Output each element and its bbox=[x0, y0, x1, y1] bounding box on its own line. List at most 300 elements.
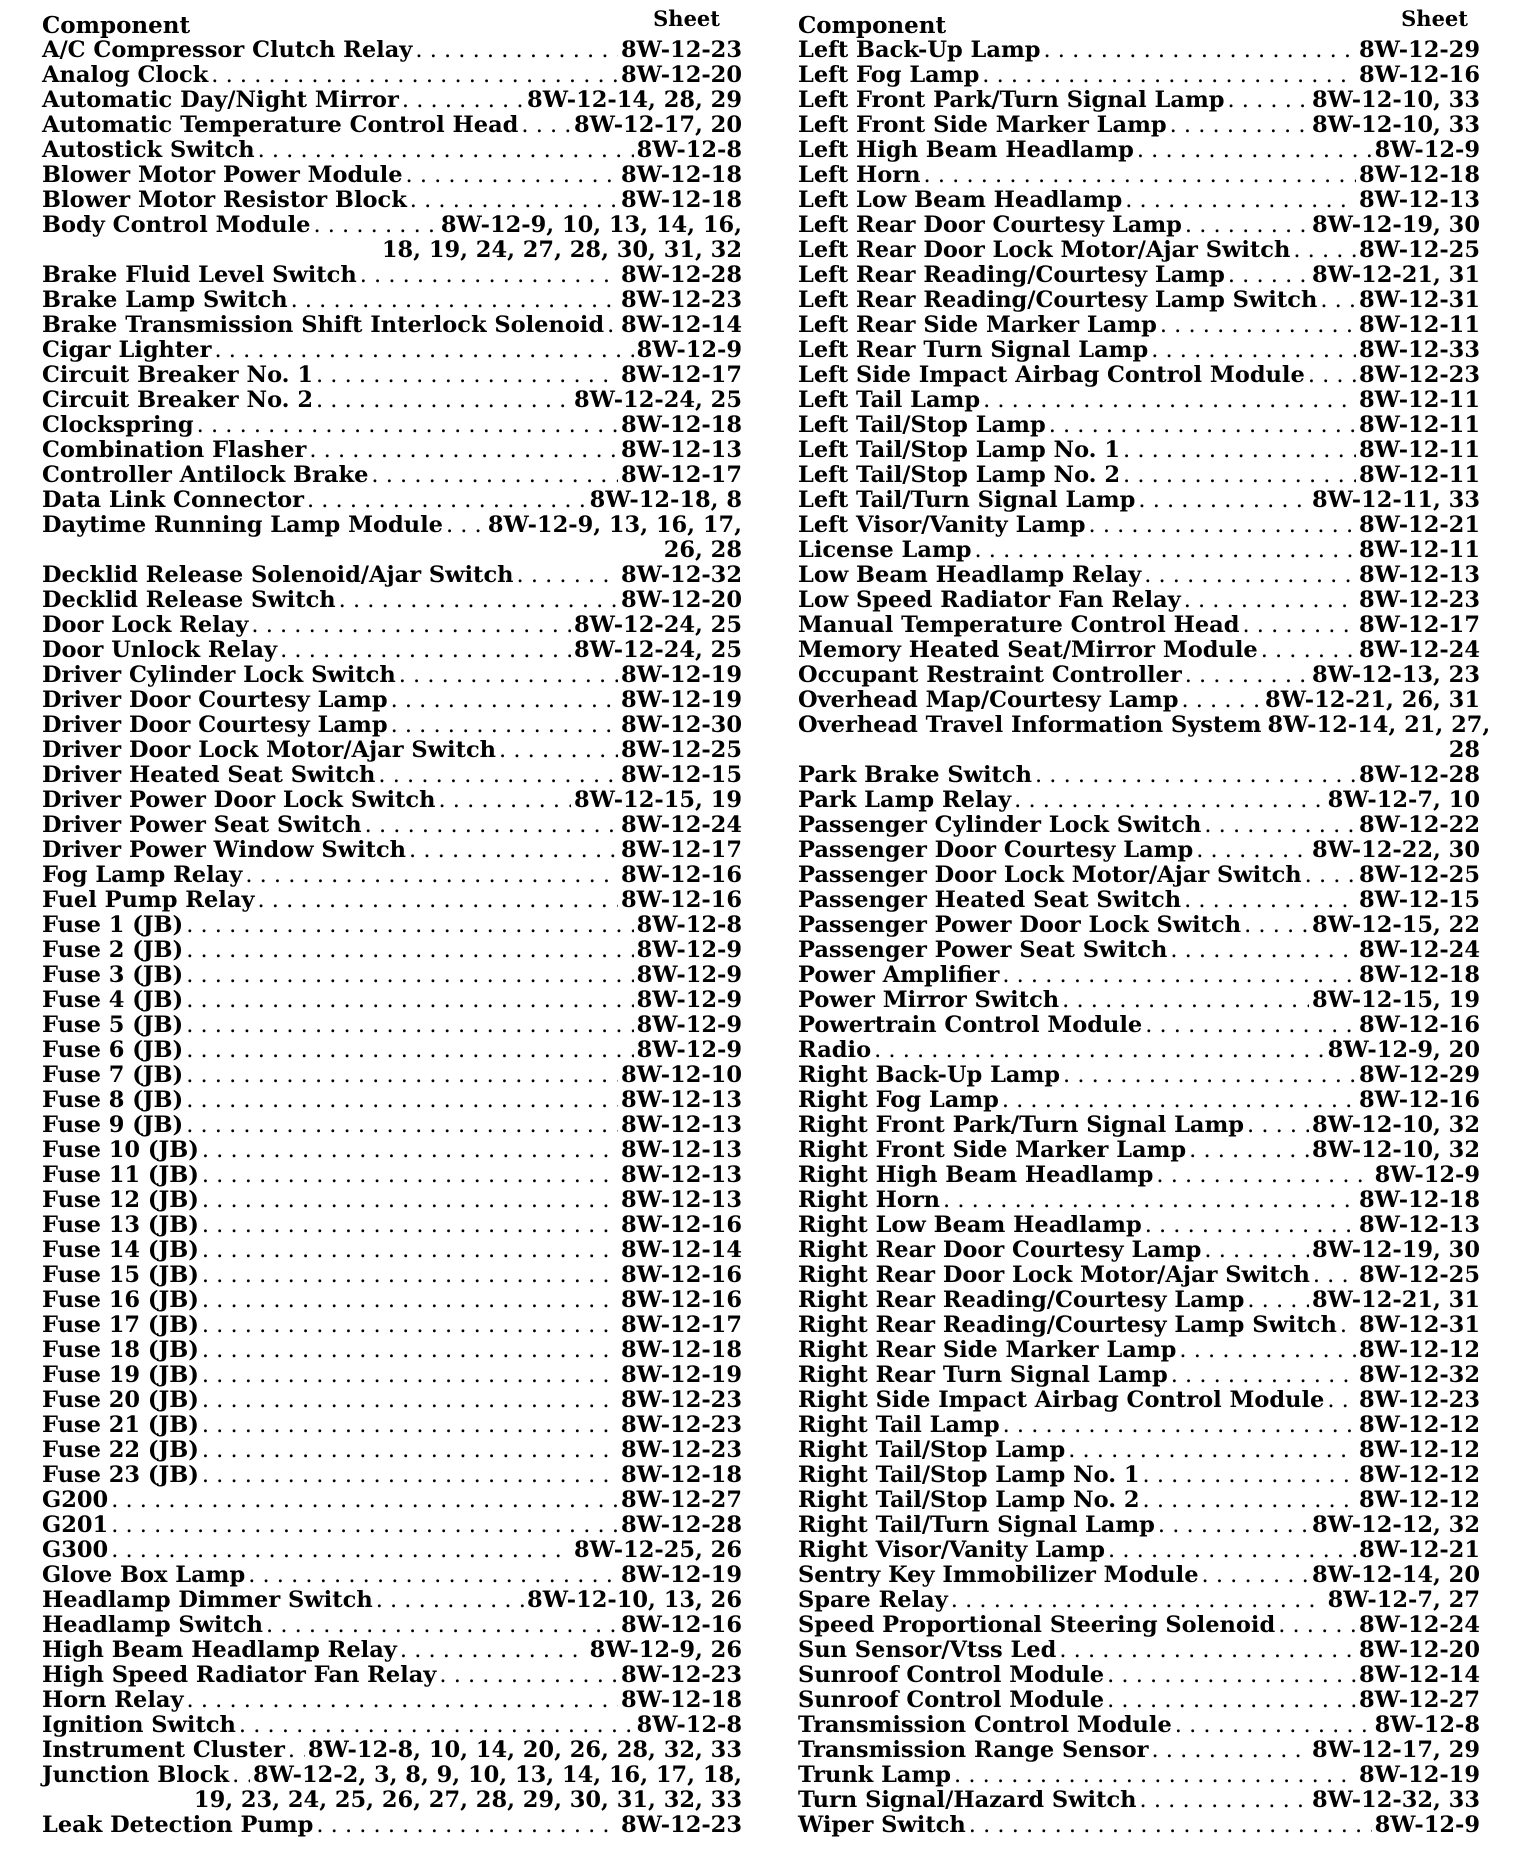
component-row bbox=[798, 1038, 1480, 1063]
dot-leader bbox=[1293, 238, 1356, 263]
dot-leader bbox=[1242, 613, 1356, 638]
component-row bbox=[798, 513, 1480, 538]
component-name: Automatic Temperature Control Head bbox=[42, 112, 519, 138]
component-row bbox=[798, 313, 1480, 338]
component-name: Fuse 10 (JB) bbox=[42, 1137, 199, 1163]
dot-leader bbox=[1043, 38, 1356, 63]
sheet-reference: 8W-12-25, 26 bbox=[574, 1537, 742, 1563]
dot-leader bbox=[521, 113, 571, 138]
dot-leader bbox=[409, 838, 618, 863]
dot-leader bbox=[1305, 863, 1356, 888]
dot-leader bbox=[291, 288, 618, 313]
component-name: Passenger Door Lock Motor/Ajar Switch bbox=[798, 862, 1302, 888]
dot-leader bbox=[1123, 463, 1356, 488]
sheet-reference: 8W-12-31 bbox=[1359, 1312, 1480, 1338]
sheet-reference: 8W-12-23 bbox=[621, 1387, 742, 1413]
component-row bbox=[42, 763, 742, 788]
component-row bbox=[42, 938, 742, 963]
sheet-reference: 8W-12-14, 20 bbox=[1312, 1562, 1480, 1588]
component-row bbox=[798, 1788, 1480, 1813]
component-name: Circuit Breaker No. 2 bbox=[42, 387, 313, 413]
sheet-reference: 8W-12-18 bbox=[1359, 1187, 1480, 1213]
component-name: Right Rear Door Lock Motor/Ajar Switch bbox=[798, 1262, 1310, 1288]
dot-leader bbox=[186, 963, 633, 988]
component-row bbox=[42, 313, 742, 338]
sheet-reference: 8W-12-11 bbox=[1359, 437, 1480, 463]
sheet-reference: 8W-12-21 bbox=[1359, 512, 1480, 538]
component-row bbox=[798, 363, 1480, 388]
sheet-reference: 8W-12-17 bbox=[621, 1312, 742, 1338]
dot-leader bbox=[1327, 1388, 1356, 1413]
dot-leader bbox=[1160, 313, 1356, 338]
dot-leader bbox=[280, 638, 571, 663]
component-name: Junction Block bbox=[42, 1762, 230, 1788]
component-name: Fuse 9 (JB) bbox=[42, 1112, 184, 1138]
component-row bbox=[42, 713, 742, 738]
component-name: Turn Signal/Hazard Switch bbox=[798, 1787, 1137, 1813]
component-row bbox=[798, 963, 1480, 988]
dot-leader bbox=[339, 588, 618, 613]
component-name: Sunroof Control Module bbox=[798, 1687, 1105, 1713]
right-column bbox=[798, 6, 1491, 1838]
component-row bbox=[42, 488, 742, 513]
component-name: Blower Motor Resistor Block bbox=[42, 187, 407, 213]
component-row bbox=[42, 363, 742, 388]
dot-leader bbox=[211, 63, 618, 88]
dot-leader bbox=[975, 538, 1357, 563]
component-row bbox=[42, 913, 742, 938]
dot-leader bbox=[202, 1288, 618, 1313]
component-name: Left Visor/Vanity Lamp bbox=[798, 512, 1086, 538]
component-name: Body Control Module bbox=[42, 212, 311, 238]
sheet-reference: 8W-12-25 bbox=[1359, 862, 1480, 888]
component-name: Right Low Beam Headlamp bbox=[798, 1212, 1142, 1238]
component-name: Driver Power Seat Switch bbox=[42, 812, 362, 838]
component-row bbox=[42, 613, 742, 638]
dot-leader bbox=[202, 1463, 618, 1488]
dot-leader bbox=[245, 863, 618, 888]
component-row bbox=[42, 963, 742, 988]
sheet-reference: 8W-12-18 bbox=[621, 187, 742, 213]
dot-leader bbox=[202, 1388, 618, 1413]
sheet-reference: 8W-12-14 bbox=[621, 312, 742, 338]
dot-leader bbox=[378, 763, 618, 788]
component-row-continuation bbox=[798, 738, 1480, 763]
dot-leader bbox=[1184, 588, 1356, 613]
dot-leader bbox=[1140, 1788, 1309, 1813]
sheet-reference: 8W-12-12 bbox=[1359, 1337, 1480, 1363]
component-row bbox=[42, 813, 742, 838]
sheet-reference: 8W-12-15, 19 bbox=[1312, 987, 1480, 1013]
component-name: Right Rear Reading/Courtesy Lamp bbox=[798, 1287, 1245, 1313]
component-name: Driver Cylinder Lock Switch bbox=[42, 662, 396, 688]
component-row bbox=[798, 1313, 1480, 1338]
sheet-reference: 8W-12-13 bbox=[621, 1137, 742, 1163]
sheet-reference: 8W-12-17, 29 bbox=[1312, 1737, 1480, 1763]
component-name: Left Front Side Marker Lamp bbox=[798, 112, 1167, 138]
dot-leader bbox=[1320, 288, 1356, 313]
dot-leader bbox=[983, 388, 1356, 413]
sheet-reference: 8W-12-25 bbox=[1359, 237, 1480, 263]
component-row bbox=[42, 438, 742, 463]
component-row bbox=[42, 38, 742, 63]
component-row bbox=[798, 38, 1480, 63]
component-name: Left Front Park/Turn Signal Lamp bbox=[798, 87, 1225, 113]
sheet-reference: 8W-12-18 bbox=[1359, 162, 1480, 188]
dot-leader bbox=[1158, 1513, 1309, 1538]
component-heading: Component bbox=[798, 12, 947, 39]
component-name: Headlamp Dimmer Switch bbox=[42, 1587, 373, 1613]
dot-leader bbox=[1184, 888, 1356, 913]
component-name: Fuse 23 (JB) bbox=[42, 1462, 199, 1488]
component-row bbox=[798, 538, 1480, 563]
component-row bbox=[42, 513, 742, 538]
sheet-reference: 8W-12-14, 28, 29 bbox=[527, 87, 742, 113]
sheet-reference: 8W-12-18 bbox=[1359, 962, 1480, 988]
sheet-reference: 8W-12-12 bbox=[1359, 1437, 1480, 1463]
sheet-reference: 8W-12-16 bbox=[621, 887, 742, 913]
component-name: Right Side Impact Airbag Control Module bbox=[798, 1387, 1325, 1413]
dot-leader bbox=[1261, 638, 1356, 663]
sheet-reference: 8W-12-8 bbox=[1374, 1712, 1480, 1738]
component-row bbox=[42, 113, 742, 138]
component-name: Trunk Lamp bbox=[798, 1762, 952, 1788]
dot-leader bbox=[1143, 1488, 1356, 1513]
sheet-reference: 8W-12-12 bbox=[1359, 1462, 1480, 1488]
component-name: Left Tail/Turn Signal Lamp bbox=[798, 487, 1136, 513]
dot-leader bbox=[1089, 513, 1356, 538]
component-name: Fog Lamp Relay bbox=[42, 862, 243, 888]
component-name: Manual Temperature Control Head bbox=[798, 612, 1240, 638]
component-row bbox=[798, 113, 1480, 138]
component-row bbox=[798, 712, 1491, 738]
dot-leader bbox=[1151, 338, 1356, 363]
component-row bbox=[798, 163, 1480, 188]
sheet-reference: 8W-12-7, 27 bbox=[1327, 1587, 1480, 1613]
component-name: Fuse 8 (JB) bbox=[42, 1087, 184, 1113]
sheet-reference: 8W-12-10, 32 bbox=[1312, 1112, 1480, 1138]
component-row bbox=[42, 1463, 742, 1488]
dot-leader bbox=[258, 138, 634, 163]
component-row bbox=[798, 638, 1480, 663]
sheet-reference: 8W-12-28 bbox=[621, 1512, 742, 1538]
sheet-reference: 8W-12-11 bbox=[1359, 462, 1480, 488]
component-name: Fuse 4 (JB) bbox=[42, 987, 184, 1013]
sheet-reference: 8W-12-11 bbox=[1359, 537, 1480, 563]
dot-leader bbox=[969, 1813, 1372, 1838]
component-row bbox=[798, 338, 1480, 363]
component-row bbox=[798, 1213, 1480, 1238]
left-column-header bbox=[42, 8, 742, 38]
dot-leader bbox=[187, 1688, 618, 1713]
sheet-reference: 8W-12-11 bbox=[1359, 387, 1480, 413]
sheet-reference: 8W-12-16 bbox=[1359, 62, 1480, 88]
component-row bbox=[798, 413, 1480, 438]
sheet-reference: 8W-12-16 bbox=[621, 1262, 742, 1288]
component-row bbox=[42, 1763, 742, 1788]
component-row bbox=[42, 663, 742, 688]
component-name: G200 bbox=[42, 1487, 109, 1513]
component-row bbox=[42, 1663, 742, 1688]
dot-leader bbox=[406, 163, 618, 188]
sheet-reference: 8W-12-19 bbox=[621, 1362, 742, 1388]
dot-leader bbox=[365, 813, 618, 838]
component-name: Fuse 15 (JB) bbox=[42, 1262, 199, 1288]
component-name: High Beam Headlamp Relay bbox=[42, 1637, 397, 1663]
component-name: Wiper Switch bbox=[798, 1812, 966, 1838]
component-name: Instrument Cluster bbox=[42, 1737, 285, 1763]
sheet-reference: 8W-12-13 bbox=[1359, 187, 1480, 213]
component-row bbox=[798, 213, 1480, 238]
dot-leader bbox=[232, 1763, 250, 1788]
component-row bbox=[798, 1813, 1480, 1838]
component-row bbox=[798, 888, 1480, 913]
component-name: Fuel Pump Relay bbox=[42, 887, 255, 913]
dot-leader bbox=[954, 1763, 1356, 1788]
component-row bbox=[42, 338, 742, 363]
sheet-reference: 8W-12-24 bbox=[1359, 1612, 1480, 1638]
component-name: Glove Box Lamp bbox=[42, 1562, 246, 1588]
component-name: Passenger Power Seat Switch bbox=[798, 937, 1168, 963]
sheet-reference: 8W-12-16 bbox=[1359, 1012, 1480, 1038]
dot-leader bbox=[1175, 1713, 1372, 1738]
sheet-reference: 8W-12-9, 20 bbox=[1327, 1037, 1480, 1063]
component-name: Data Link Connector bbox=[42, 487, 304, 513]
component-row bbox=[42, 1588, 742, 1613]
dot-leader bbox=[202, 1338, 618, 1363]
sheet-reference: 8W-12-8, 10, 14, 20, 26, 28, 32, 33 bbox=[307, 1737, 742, 1763]
component-row bbox=[42, 463, 742, 488]
dot-leader bbox=[239, 1713, 634, 1738]
dot-leader bbox=[202, 1413, 618, 1438]
sheet-reference: 8W-12-9 bbox=[636, 987, 742, 1013]
dot-leader bbox=[1185, 213, 1309, 238]
sheet-reference: 8W-12-18 bbox=[621, 162, 742, 188]
dot-leader bbox=[266, 1613, 618, 1638]
dot-leader bbox=[1196, 838, 1309, 863]
component-name: Leak Detection Pump bbox=[42, 1812, 314, 1838]
sheet-reference: 8W-12-23 bbox=[621, 1812, 742, 1838]
component-name: Door Unlock Relay bbox=[42, 637, 278, 663]
component-name: Fuse 20 (JB) bbox=[42, 1387, 199, 1413]
component-name: Fuse 16 (JB) bbox=[42, 1287, 199, 1313]
component-row bbox=[42, 1638, 742, 1663]
component-row bbox=[42, 1738, 742, 1763]
component-name: Circuit Breaker No. 1 bbox=[42, 362, 313, 388]
dot-leader bbox=[499, 738, 618, 763]
component-row bbox=[798, 663, 1480, 688]
component-name: Right Rear Side Marker Lamp bbox=[798, 1337, 1177, 1363]
component-name: Decklid Release Solenoid/Ajar Switch bbox=[42, 562, 514, 588]
component-row bbox=[798, 1713, 1480, 1738]
component-name: Clockspring bbox=[42, 412, 194, 438]
sheet-reference: 8W-12-30 bbox=[621, 712, 742, 738]
sheet-reference: 8W-12-23 bbox=[1359, 587, 1480, 613]
sheet-reference: 8W-12-9, 10, 13, 14, 16, bbox=[440, 212, 742, 238]
component-name: Left Back-Up Lamp bbox=[798, 37, 1041, 63]
sheet-reference: 8W-12-23 bbox=[621, 37, 742, 63]
component-row bbox=[798, 1638, 1480, 1663]
component-name: Fuse 18 (JB) bbox=[42, 1337, 199, 1363]
sheet-reference: 8W-12-13 bbox=[1359, 562, 1480, 588]
component-name: Sun Sensor/Vtss Led bbox=[798, 1637, 1057, 1663]
component-name: Sentry Key Immobilizer Module bbox=[798, 1562, 1199, 1588]
sheet-reference: 8W-12-9 bbox=[1374, 137, 1480, 163]
dot-leader bbox=[1062, 988, 1309, 1013]
sheet-reference: 8W-12-20 bbox=[1359, 1637, 1480, 1663]
component-row bbox=[798, 1388, 1480, 1413]
component-name: Left Rear Reading/Courtesy Lamp bbox=[798, 262, 1225, 288]
dot-leader bbox=[402, 88, 524, 113]
component-name: Right Front Side Marker Lamp bbox=[798, 1137, 1187, 1163]
dot-leader bbox=[1156, 1163, 1371, 1188]
sheet-reference: 8W-12-16 bbox=[621, 1287, 742, 1313]
component-name: Left Rear Turn Signal Lamp bbox=[798, 337, 1149, 363]
dot-leader bbox=[316, 1813, 618, 1838]
dot-leader bbox=[943, 1188, 1356, 1213]
component-row bbox=[798, 1588, 1480, 1613]
sheet-reference: 8W-12-32 bbox=[1359, 1362, 1480, 1388]
dot-leader bbox=[1247, 1113, 1309, 1138]
dot-leader bbox=[258, 888, 619, 913]
dot-leader bbox=[1152, 1738, 1310, 1763]
component-name: Right Tail/Stop Lamp bbox=[798, 1437, 1066, 1463]
dot-leader bbox=[186, 1013, 633, 1038]
dot-leader bbox=[202, 1263, 618, 1288]
sheet-reference: 8W-12-17 bbox=[621, 462, 742, 488]
component-row bbox=[798, 288, 1480, 313]
component-name: Transmission Control Module bbox=[798, 1712, 1172, 1738]
component-name: Low Beam Headlamp Relay bbox=[798, 562, 1142, 588]
sheet-reference: 8W-12-24, 25 bbox=[574, 387, 742, 413]
dot-leader bbox=[202, 1363, 618, 1388]
component-row bbox=[42, 1688, 742, 1713]
component-name: Horn Relay bbox=[42, 1687, 184, 1713]
component-name: Fuse 7 (JB) bbox=[42, 1062, 184, 1088]
dot-leader bbox=[1108, 1538, 1356, 1563]
component-row-continuation bbox=[42, 1788, 742, 1813]
component-name: Spare Relay bbox=[798, 1587, 948, 1613]
component-row bbox=[42, 588, 742, 613]
dot-leader bbox=[924, 163, 1356, 188]
left-component-list bbox=[42, 38, 742, 1838]
sheet-reference: 8W-12-15 bbox=[1359, 887, 1480, 913]
component-row bbox=[798, 613, 1480, 638]
component-name: License Lamp bbox=[798, 537, 972, 563]
component-name: Right Back-Up Lamp bbox=[798, 1062, 1061, 1088]
component-row bbox=[798, 1288, 1480, 1313]
component-row bbox=[798, 88, 1480, 113]
sheet-reference: 28 bbox=[1448, 737, 1480, 763]
component-name: Headlamp Switch bbox=[42, 1612, 264, 1638]
component-row bbox=[42, 1288, 742, 1313]
component-row bbox=[42, 413, 742, 438]
component-row bbox=[798, 563, 1480, 588]
sheet-reference: 8W-12-13 bbox=[621, 1187, 742, 1213]
component-name: Occupant Restraint Controller bbox=[798, 662, 1182, 688]
sheet-reference: 8W-12-23 bbox=[621, 287, 742, 313]
component-row bbox=[798, 1238, 1480, 1263]
dot-leader bbox=[371, 463, 618, 488]
sheet-reference: 8W-12-23 bbox=[621, 1412, 742, 1438]
component-row-continuation bbox=[42, 238, 742, 263]
component-name: Driver Door Lock Motor/Ajar Switch bbox=[42, 737, 497, 763]
component-row bbox=[42, 1388, 742, 1413]
sheet-reference: 8W-12-24, 25 bbox=[574, 612, 742, 638]
component-name: Right Front Park/Turn Signal Lamp bbox=[798, 1112, 1245, 1138]
sheet-reference: 8W-12-16 bbox=[1359, 1087, 1480, 1113]
component-name: Right Tail/Turn Signal Lamp bbox=[798, 1512, 1155, 1538]
sheet-reference: 8W-12-2, 3, 8, 9, 10, 13, 14, 16, 17, 18, bbox=[252, 1762, 742, 1788]
component-name: Power Mirror Switch bbox=[798, 987, 1060, 1013]
dot-leader bbox=[1123, 438, 1356, 463]
component-name: Brake Fluid Level Switch bbox=[42, 262, 357, 288]
sheet-reference: 8W-12-10 bbox=[621, 1062, 742, 1088]
sheet-reference: 8W-12-9 bbox=[1374, 1812, 1480, 1838]
dot-leader bbox=[202, 1438, 618, 1463]
component-name: Cigar Lighter bbox=[42, 337, 212, 363]
dot-leader bbox=[186, 1088, 618, 1113]
sheet-reference: 8W-12-23 bbox=[621, 1662, 742, 1688]
sheet-reference: 8W-12-17, 20 bbox=[574, 112, 742, 138]
sheet-reference: 8W-12-19 bbox=[621, 662, 742, 688]
component-row bbox=[42, 1013, 742, 1038]
sheet-reference: 8W-12-11, 33 bbox=[1312, 487, 1480, 513]
component-name: Low Speed Radiator Fan Relay bbox=[798, 587, 1181, 613]
component-name: G201 bbox=[42, 1512, 109, 1538]
component-name: Left Rear Reading/Courtesy Lamp Switch bbox=[798, 287, 1318, 313]
component-name: Left Tail/Stop Lamp No. 2 bbox=[798, 462, 1121, 488]
component-name: Controller Antilock Brake bbox=[42, 462, 369, 488]
component-row bbox=[42, 1813, 742, 1838]
component-row bbox=[798, 488, 1480, 513]
component-row bbox=[42, 838, 742, 863]
dot-leader bbox=[1049, 413, 1356, 438]
component-row bbox=[42, 1413, 742, 1438]
component-name: Analog Clock bbox=[42, 62, 209, 88]
component-name: Left High Beam Headlamp bbox=[798, 137, 1134, 163]
component-row bbox=[798, 1113, 1480, 1138]
component-name: Passenger Door Courtesy Lamp bbox=[798, 837, 1194, 863]
component-name: Radio bbox=[798, 1037, 872, 1063]
dot-leader bbox=[1144, 563, 1356, 588]
dot-leader bbox=[316, 363, 618, 388]
sheet-reference: 8W-12-9 bbox=[1374, 1162, 1480, 1188]
dot-leader bbox=[1179, 1338, 1356, 1363]
dot-leader bbox=[1125, 188, 1356, 213]
sheet-reference: 8W-12-17 bbox=[621, 362, 742, 388]
component-name: Left Horn bbox=[798, 162, 921, 188]
dot-leader bbox=[438, 788, 571, 813]
sheet-reference: 8W-12-20 bbox=[621, 587, 742, 613]
component-row bbox=[42, 1238, 742, 1263]
sheet-reference: 8W-12-12 bbox=[1359, 1487, 1480, 1513]
dot-leader bbox=[309, 438, 618, 463]
dot-leader bbox=[360, 263, 618, 288]
component-row bbox=[42, 1438, 742, 1463]
sheet-reference: 18, 19, 24, 27, 28, 30, 31, 32 bbox=[381, 237, 742, 263]
component-row bbox=[798, 1413, 1480, 1438]
dot-leader bbox=[410, 188, 618, 213]
left-column bbox=[42, 8, 742, 1838]
sheet-reference: 8W-12-9 bbox=[636, 937, 742, 963]
component-row bbox=[42, 1488, 742, 1513]
component-row bbox=[42, 738, 742, 763]
dot-leader bbox=[1247, 1288, 1309, 1313]
dot-leader bbox=[1171, 1363, 1356, 1388]
component-row bbox=[42, 138, 742, 163]
component-row bbox=[42, 1063, 742, 1088]
